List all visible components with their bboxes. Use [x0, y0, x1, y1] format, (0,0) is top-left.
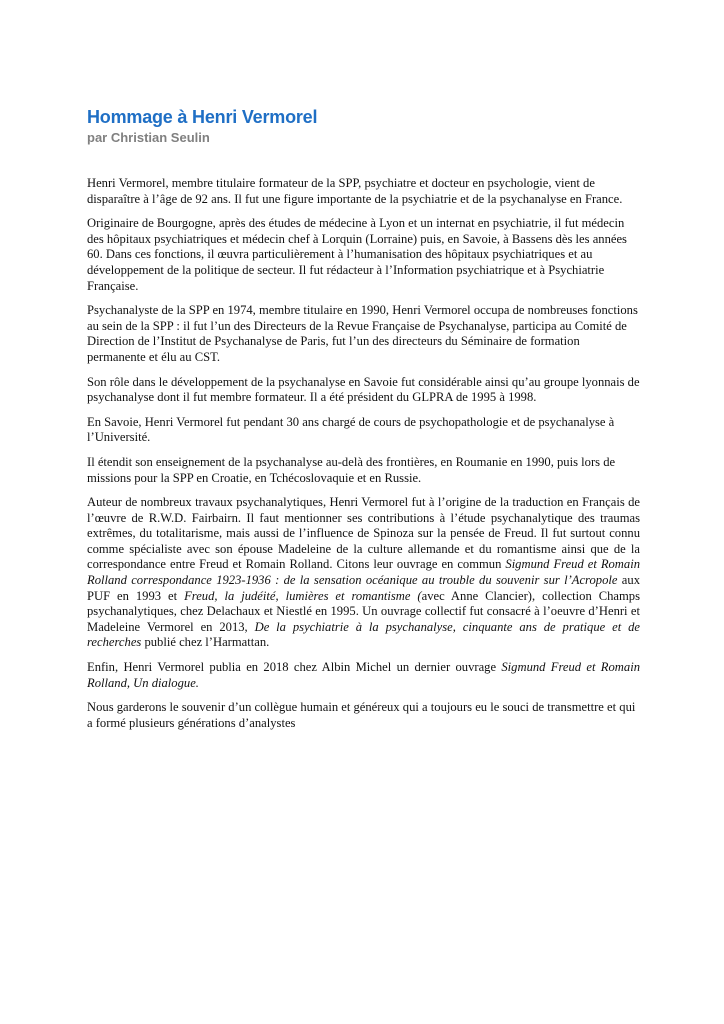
paragraph-works: Auteur de nombreux travaux psychanalytiques, Henri Vermorel fut à l’origine de la traduction en Français de l’œuvre de R.W.D. Fairbairn. Il faut mentionner ses contributions à l’étude psychanalytique des traumas extrêmes, du totalitarisme, mais aussi de l’influence de Spinoza sur la pensée de Freud. Il fut surtout connu comme spécialiste avec son épouse Madeleine de la culture allemande et du romantisme ainsi que de la correspondance entre Freud et Romain Rolland. Citons leur ouvrage en commun Sigmund Freud et Romain Rolland correspondance 1923-1936 : de la sensation océanique au trouble du souvenir sur l’Acropole aux PUF en 1993 et Freud, la judéité, lumières et romantisme (avec Anne Clancier), collection Champs psychanalytiques, chez Delachaux et Niestlé en 1995. Un ouvrage collectif fut consacré à l’oeuvre d’Henri et Madeleine Vermorel en 2013, De la psychiatrie à la psychanalyse, cinquante ans de pratique et de recherches publié chez l’Harmattan.	[87, 495, 640, 650]
paragraph-savoie-role: Son rôle dans le développement de la psychanalyse en Savoie fut considérable ainsi qu’au groupe lyonnais de psychanalyse dont il fut membre formateur. Il a été président du GLPRA de 1995 à 1998.	[87, 374, 640, 405]
paragraph-closing: Nous garderons le souvenir d’un collègue humain et généreux qui a toujours eu le souci de transmettre et qui a formé plusieurs générations d’analystes	[87, 700, 636, 730]
paragraph-international: Il étendit son enseignement de la psychanalyse au-delà des frontières, en Roumanie en 1990, puis lors de missions pour la SPP en Croatie, en Tchécoslovaquie et en Russie.	[87, 454, 616, 485]
article-title: Hommage à Henri Vermorel	[87, 107, 318, 127]
document-page	[87, 105, 640, 740]
book-title-judeite: Freud, la judéité, lumières et romantisme (	[184, 588, 422, 603]
book-title-collectif: De la psychiatrie à la psychanalyse, cinquante ans de pratique et de recherches	[87, 619, 640, 650]
paragraph-university: En Savoie, Henri Vermorel fut pendant 30 ans chargé de cours de psychopathologie et de psychanalyse à l’Université.	[87, 414, 615, 445]
paragraph-career: Originaire de Bourgogne, après des études de médecine à Lyon et un internat en psychiatrie, il fut médecin des hôpitaux psychiatriques et médecin chef à Lorquin (Lorraine) puis, en Savoie, à Bassens dès les années 60. Dans ces fonctions, il œuvra particulièrement à l’humanisation des hôpitaux psychiatriques et au développement de la politique de secteur. Il fut rédacteur à l’Information psychiatrique et à Psychiatrie Française.	[87, 216, 627, 293]
article-author: par Christian Seulin	[87, 130, 210, 145]
paragraph-spp: Psychanalyste de la SPP en 1974, membre titulaire en 1990, Henri Vermorel occupa de nombreuses fonctions au sein de la SPP : il fut l’un des Directeurs de la Revue Française de Psychanalyse, participa au Comité de Direction de l’Institut de Psychanalyse de Paris, fut l’un des directeurs du Séminaire de formation permanente et élu au CST.	[87, 303, 638, 364]
book-title-correspondance: Sigmund Freud et Romain Rolland correspondance 1923-1936 : de la sensation océanique au trouble du souvenir sur l’Acropole	[87, 557, 640, 588]
paragraph-last-book: Enfin, Henri Vermorel publia en 2018 chez Albin Michel un dernier ouvrage Sigmund Freud et Romain Rolland, Un dialogue.	[87, 660, 640, 690]
paragraph-intro: Henri Vermorel, membre titulaire formateur de la SPP, psychiatre et docteur en psychologie, vient de disparaître à l’âge de 92 ans. Il fut une figure importante de la psychiatrie et de la psychanalyse en France.	[87, 176, 623, 206]
book-title-dialogue: Sigmund Freud et Romain Rolland, Un dialogue.	[87, 660, 640, 690]
